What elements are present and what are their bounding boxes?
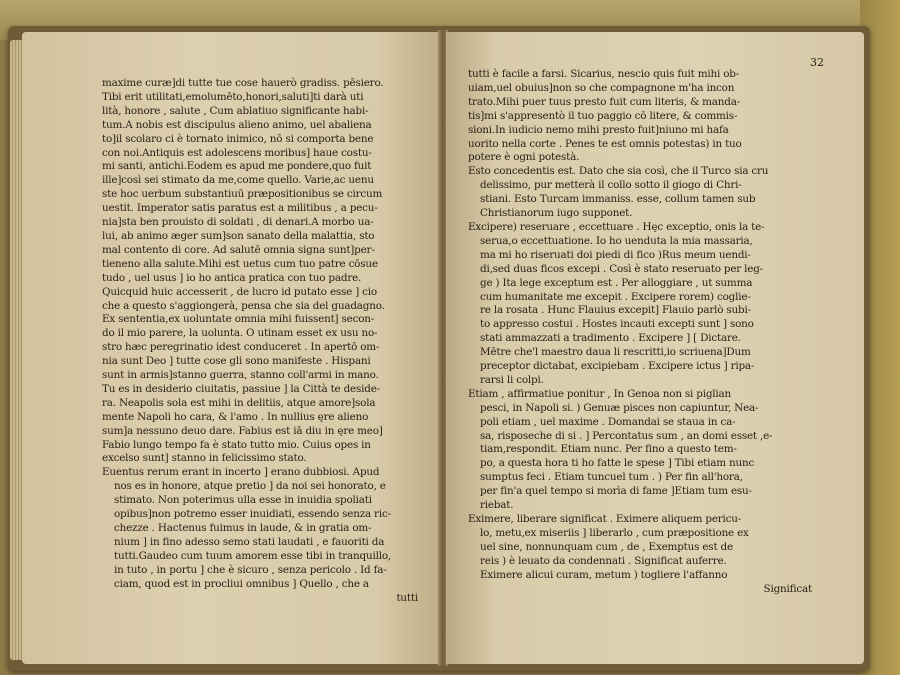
catchword: Significat [763,582,812,595]
right-page [446,32,864,664]
text-line: delissimo, pur metterà il collo sotto il giogo di Chri- [480,179,742,192]
text-line: nia]sta ben prouisto di soldati , di denari.A morbo ua- [102,216,374,229]
text-line: nia sunt Deo ] tutte cose gli sono manifeste . Hispani [102,355,371,368]
text-line: sa, risposeche di si . ] Percontatus sum , an domi esset ,e- [480,429,773,442]
text-line: Christianorum iugo supponet. [480,207,633,220]
text-line: ille]così sei stimato da me,come quello. Varie,ac uenu [102,174,374,187]
text-line: to appresso costui . Hostes incauti excepti sunt ] sono [480,318,754,331]
text-line: per fin'a quel tempo si morìa di fame ]Etiam tum esu- [480,485,752,498]
text-line: Quicquid huic accesserit , de lucro id putato esse ] cio [102,285,377,298]
text-line: che a questo s'aggiongerà, pensa che sia del guadagno. [102,299,385,312]
text-line: nium ] in fino adesso semo stati laudati , e fauoriti da [114,535,385,548]
text-line: tum.A nobis est discipulus alieno animo, uel abaliena [102,118,372,131]
text-line: rarsi li colpi. [480,373,544,386]
text-line: tis]mi s'appresentò il tuo paggio cō litere, & commis- [468,109,738,122]
text-line: sunt in armis]stanno guerra, stanno coll'armi in mano. [102,369,379,382]
text-line: ste hoc uerbum substantiuū præpositionibus se circum [102,188,383,201]
text-line: reis ) è leuato da condennati . Significat auferre. [480,554,727,567]
text-line: potere è ogni potestà. [468,151,580,164]
text-line: stimato. Non poterimus ulla esse in inuidia spoliati [114,494,372,507]
right-page-text [446,32,864,664]
text-line: Esto concedentis est. Dato che sia così, che il Turco sia cru [468,165,769,178]
dictionary-entry [468,221,814,388]
text-line: tudo , uel usus ] io ho antica pratica con tuo padre. [102,271,362,284]
text-line: Tibi erit utilitati,emolumēto,honori,saluti]ti darà uti [102,90,364,103]
text-line: lità, honore , salute , Cum ablatiuo significante habi- [102,104,369,117]
text-line: uiam,uel obuius]non so che compagnone m'ha incon [468,81,735,94]
dictionary-entry [468,165,814,221]
text-line: con noi.Antiquis est adolescens moribus] haue costu- [102,146,372,159]
text-line: Excipere) reseruare , eccettuare . Hęc exceptio, onis la te- [468,220,765,233]
text-line: uorito nella corte . Penes te est omnis potestas) in tuo [468,137,742,150]
text-line: preceptor dictabat, excipiebam . Excipere ictus ] ripa- [480,360,755,373]
text-line: do il mio parere, la uolunta. O utinam esset ex usu no- [102,327,378,340]
text-line: mente Napoli ho cara, & l'amo . In nullius ęre alieno [102,410,369,423]
text-line: ma mi ho riseruati doi piedi di fico )Rus meum uendi- [480,248,751,261]
text-line: Eximere, liberare significat . Eximere aliquem pericu- [468,513,742,525]
text-line: Euentus rerum erant in incerto ] erano dubbiosi. Apud [102,466,380,479]
text-line: riebat. [480,499,514,512]
dictionary-entry [102,466,420,591]
text-line: ciam, quod est in procliui omnibus ] Quello , che a [114,577,369,590]
text-line: lui, ab animo æger sum]son sanato della malattia, sto [102,229,375,242]
text-line: serua,o eccettuatione. Io ho uenduta la mia massaria, [480,234,753,247]
text-line: uel sine, nonnunquam cum , de , Exemptus est de [480,540,733,553]
text-line: nos es in honore, atque pretio ] da noi sei honorato, e [114,480,386,493]
text-line: tutti è facile a farsi. Sicarius, nescio quis fuit mihi ob- [468,68,740,80]
text-line: Etiam , affirmatiue ponitur , In Genoa non si piglian [468,387,732,400]
text-line: tieneno alla salute.Mihi est uetus cum tuo patre cōsue [102,257,378,270]
text-line: po, a questa hora ti ho fatte le spese ] Tibi etiam nunc [480,457,755,470]
text-line: di,sed duas ficos excepi . Così è stato reseruato per leg- [480,262,763,275]
text-line: lo, metu,ex miseriis ] liberarlo , cum præpositione ex [480,526,749,539]
text-line: poli etiam , uel maxime . Domandai se staua in ca- [480,415,736,428]
text-line: stati ammazzati a tradimento . Excipere ] [ Dictare. [480,332,741,345]
text-line: to]il scolaro ci è tornato inimico, nō si comporta bene [102,132,374,145]
text-line: excelso sunt] stanno in felicissimo stato. [102,452,307,465]
text-line: sumptus feci . Etiam tuncuel tum . ) Per fin all'hora, [480,471,743,484]
text-line: Mētre che'l maestro daua li rescritti,io scriuena]Dum [480,346,751,359]
text-line: sum]a nessuno deuo dare. Fabius est iā diu in ęre meo] [102,424,383,437]
text-line: cum humanitate me excepit . Excipere rorem) coglie- [480,290,751,303]
text-line: re la rosata . Hunc Flauius excepit] Flauio parlò subi- [480,304,751,317]
page-number: 32 [810,56,824,69]
text-line: pesci, in Napoli si. ) Genuæ pisces non capiuntur, Nea- [480,401,759,414]
text-line: Eximere alicui curam, metum ) togliere l'affanno [480,568,728,581]
catchword: tutti [396,591,418,604]
text-line: trato.Mihi puer tuus presto fuit cum literis, & manda- [468,95,741,108]
dictionary-entry [468,388,814,513]
text-line: sioni.In iudicio nemo mihi presto fuit]niuno mi hafa [468,123,729,136]
text-line: stro hæc peregrinatio idest conduceret . In apertō om- [102,341,380,354]
text-line: tiam,respondit. Etiam nunc. Per fino a questo tem- [480,443,737,456]
text-line: in tuto , in portu ] che è sicuro , senza pericolo . Id fa- [114,563,387,576]
text-line: tutti.Gaudeo cum tuum amorem esse tibi in tranquillo, [114,549,392,562]
text-line: stiani. Esto Turcam immaniss. esse, collum tamen sub [480,193,756,206]
text-line: ge ) Ita lege exceptum est . Per alloggiare , ut summa [480,276,753,289]
text-line: mal contento di core. Ad salutē omnia signa sunt]per- [102,243,375,256]
dictionary-entry [468,513,814,583]
text-line: Ex sententia,ex uoluntate omnia mihi fuissent] secon- [102,313,375,326]
left-page [22,32,440,664]
text-line: uestit. Imperator satis paratus est a militibus , a pecu- [102,202,378,215]
text-line: Fabio lungo tempo fa è stato tutto mio. Cuius opes in [102,438,371,451]
left-page-text [22,32,440,664]
text-line: ra. Neapolis sola est mihi in delitiis, atque amore]sola [102,396,376,409]
text-line: Tu es in desiderio ciuitatis, passiue ] la Città te deside- [102,382,380,395]
text-line: chezze . Hactenus fuimus in laude, & in gratia om- [114,522,372,534]
text-line: opibus]non potremo esser inuidiati, essendo senza ric- [114,508,391,521]
text-line: maxime curæ]di tutte tue cose hauerò gradiss. pēsiero. [102,77,384,89]
text-line: mi santi, antichi.Eodem es apud me pondere,quo fuit [102,160,372,173]
